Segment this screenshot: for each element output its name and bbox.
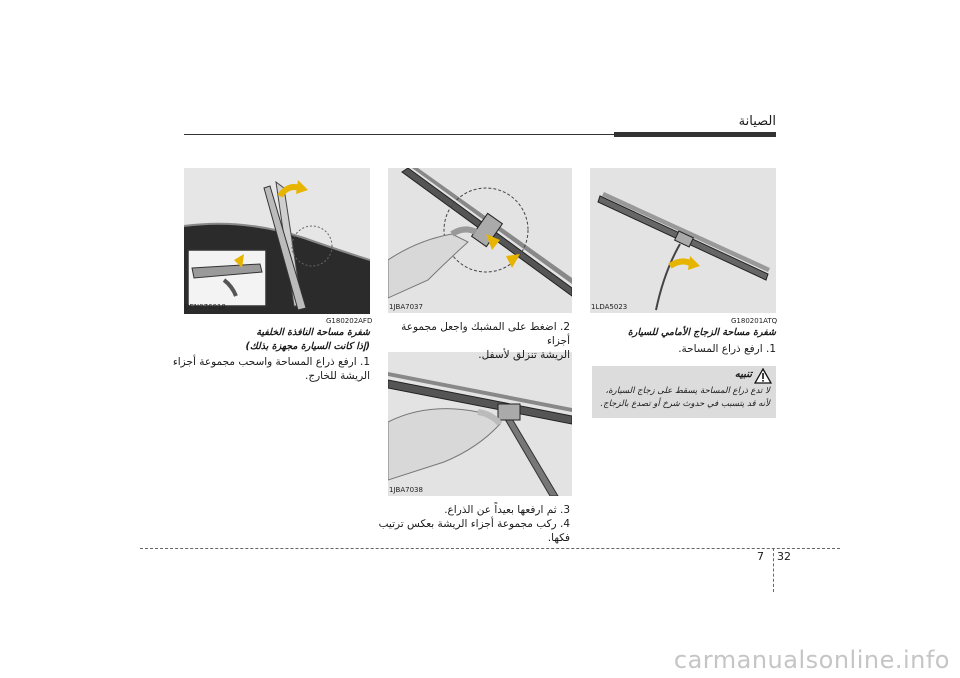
watermark: carmanualsonline.info [673, 646, 950, 674]
rear-step-1 [170, 355, 370, 383]
step-line: 2. اضغط على المشبك واجعل مجموعة أجزاء [401, 321, 570, 347]
figure-code: 1JBA7038 [389, 486, 423, 494]
rear-wiper-heading: شفرة مساحة النافذة الخلفية [256, 327, 370, 338]
wiper-clip-figure [388, 168, 572, 313]
rear-wiper-subheading: (إذا كانت السيارة مجهزة بذلك) [245, 341, 370, 352]
step-line: 1. ارفع ذراع المساحة واسحب مجموعة أجزاء [172, 356, 370, 368]
footer-rule [140, 548, 840, 549]
figure-code: OEN076018 [184, 303, 226, 311]
notice-title: تنبيه [734, 369, 752, 380]
step-4: 4. ركب مجموعة أجزاء الريشة بعكس ترتيب فكها. [378, 518, 570, 544]
wiper-remove-figure [388, 352, 572, 496]
windshield-wiper-illustration [590, 168, 776, 313]
figure-code: 1JBA7037 [389, 303, 423, 311]
warning-triangle-icon [754, 368, 772, 384]
step-2 [380, 320, 570, 362]
reference-code: G180202AFD [326, 317, 373, 325]
step-line: الريشة تنزلق لأسفل. [478, 349, 570, 361]
step-line: الريشة للخارج. [304, 370, 370, 382]
section-title: الصيانة [738, 114, 776, 129]
notice-line: لأنه قد يتسبب في حدوث شرخ أو تصدع بالزجاج. [600, 399, 770, 409]
windshield-wiper-figure [590, 168, 776, 313]
rear-wiper-illustration [184, 168, 370, 314]
notice-text [594, 385, 770, 411]
windshield-wiper-heading: شفرة مساحة الزجاج الأمامي للسيارة [627, 327, 776, 338]
step-3: 3. ثم ارفعها بعيداً عن الذراع. [444, 504, 570, 516]
reference-code: G180201ATQ [731, 317, 778, 325]
wiper-clip-illustration [388, 168, 572, 313]
footer-divider [773, 548, 774, 592]
chapter-number: 7 [757, 550, 764, 563]
rear-wiper-figure [184, 168, 370, 314]
wiper-remove-illustration [388, 352, 572, 496]
notice-line: لا تدع ذراع المساحة يسقط على زجاج السيارة، [605, 386, 770, 396]
windshield-step-1: 1. ارفع ذراع المساحة. [678, 343, 776, 355]
page-number: 32 [777, 550, 791, 563]
header-rule-thick [614, 132, 776, 137]
figure-code: 1LDA5023 [591, 303, 628, 311]
caution-notice [592, 366, 776, 418]
header-rule [184, 134, 614, 135]
